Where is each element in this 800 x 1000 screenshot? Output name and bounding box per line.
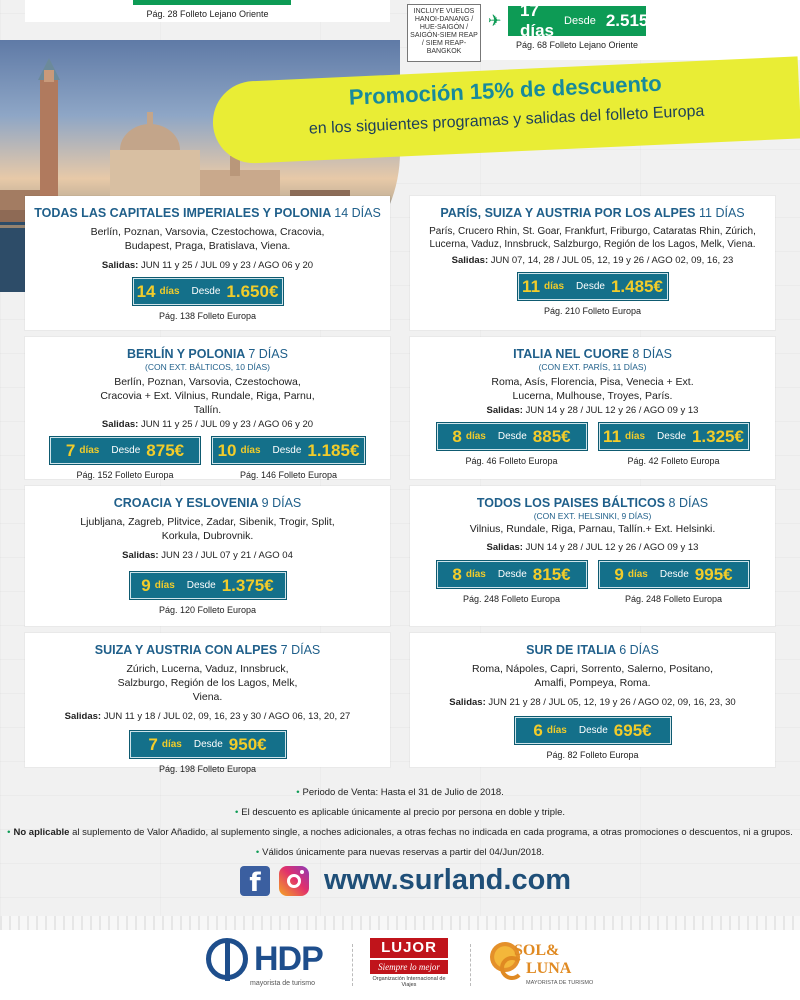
program-title: PARÍS, SUIZA Y AUSTRIA POR LOS ALPES 11 DÍAS bbox=[440, 206, 745, 220]
top-right-price-badge bbox=[508, 1, 658, 40]
price-button[interactable]: 8 días Desde 885€ bbox=[436, 422, 588, 451]
condition-item: • Periodo de Venta: Hasta el 31 de Julio de 2018. bbox=[296, 787, 504, 798]
program-cities: Vilnius, Rundale, Riga, Parnau, Tallín.+ Ext. Helsinki. bbox=[469, 523, 716, 535]
program-salidas: Salidas: JUN 21 y 28 / JUL 05, 12, 19 y 26 / AGO 02, 09, 16, 23, 30 bbox=[449, 697, 736, 708]
program-card bbox=[410, 337, 775, 479]
program-title: SUR DE ITALIA 6 DÍAS bbox=[526, 643, 659, 657]
condition-item: • No aplicable al suplemento de Valor Añadido, al suplemento single, a noches adicionales, a otras fechas no indicada en cada programa, a otras promociones o descuentos, ni a grupos. bbox=[7, 827, 793, 838]
price-button[interactable]: 14 días Desde 1.650€ bbox=[132, 277, 284, 306]
page-reference: Pág. 82 Folleto Europa bbox=[546, 750, 639, 760]
page-reference: Pág. 248 Folleto Europa bbox=[462, 594, 561, 604]
price-button[interactable]: 7 días Desde 950€ bbox=[129, 730, 287, 759]
page-reference: Pág. 248 Folleto Europa bbox=[624, 594, 723, 604]
instagram-icon[interactable] bbox=[279, 866, 309, 896]
program-salidas: Salidas: JUN 11 y 25 / JUL 09 y 23 / AGO 06 y 20 bbox=[101, 419, 314, 430]
page-reference: Pág. 120 Folleto Europa bbox=[158, 605, 257, 615]
program-title: TODAS LAS CAPITALES IMPERIALES Y POLONIA 14 DÍAS bbox=[34, 206, 381, 220]
page-reference: Pág. 210 Folleto Europa bbox=[543, 306, 642, 316]
price-button[interactable]: 6 días Desde 695€ bbox=[514, 716, 672, 745]
program-cities: Zúrich, Lucerna, Vaduz, Innsbruck, Salzburgo, Región de los Lagos, Melk, Viena. bbox=[117, 663, 298, 703]
footer-separator bbox=[352, 944, 353, 986]
top-right-price: 2.515$ bbox=[605, 11, 658, 30]
program-extension: (CON EXT. PARÍS, 11 DÍAS) bbox=[538, 362, 647, 372]
program-title: BERLÍN Y POLONIA 7 DÍAS bbox=[127, 347, 288, 361]
promo-subtitle: en los siguientes programas y salidas del folleto Europa bbox=[308, 102, 705, 138]
price-button[interactable]: 9 días Desde 995€ bbox=[598, 560, 750, 589]
program-salidas: Salidas: JUN 23 / JUL 07 y 21 / AGO 04 bbox=[122, 550, 293, 561]
price-button[interactable]: 8 días Desde 815€ bbox=[436, 560, 588, 589]
program-title: SUIZA Y AUSTRIA CON ALPES 7 DÍAS bbox=[94, 643, 321, 657]
lujor-logo: LUJOR Siempre lo mejor Organización Internacional de Viajes bbox=[370, 938, 448, 988]
program-extension: (CON EXT. BÁLTICOS, 10 DÍAS) bbox=[144, 362, 270, 372]
program-title: ITALIA NEL CUORE 8 DÍAS bbox=[513, 347, 672, 361]
top-right-desde: Desde bbox=[564, 15, 596, 27]
program-cities: Berlín, Poznan, Varsovia, Czestochowa, Cracovia, Budapest, Praga, Bratislava, Viena. bbox=[90, 226, 325, 252]
flights-included-note: INCLUYE VUELOS HANOI-DANANG / HUE-SAIGÓN / SAIGÓN-SIEM REAP / SIEM REAP-BANGKOK bbox=[407, 4, 481, 62]
footer-divider bbox=[0, 916, 800, 930]
hdp-mark-icon bbox=[206, 938, 248, 980]
program-title: CROACIA Y ESLOVENIA 9 DÍAS bbox=[113, 496, 302, 510]
program-card bbox=[410, 633, 775, 767]
program-extension: (CON EXT. HELSINKI, 9 DÍAS) bbox=[533, 511, 652, 521]
footer: HDP mayorista de turismo LUJOR Siempre lo mejor Organización Internacional de Viajes SOL& LUNA MAYORISTA DE TURISMO bbox=[0, 916, 800, 1000]
program-card bbox=[410, 486, 775, 626]
program-card bbox=[25, 486, 390, 626]
program-cities: Roma, Asís, Florencia, Pisa, Venecia + Ext. Lucerna, Mulhouse, Troyes, París. bbox=[491, 376, 694, 402]
program-card bbox=[410, 196, 775, 330]
hdp-logo: HDP bbox=[206, 938, 323, 980]
page-reference: Pág. 42 Folleto Europa bbox=[627, 456, 720, 466]
program-salidas: Salidas: JUN 07, 14, 28 / JUL 05, 12, 19 y 26 / AGO 02, 09, 16, 23 bbox=[451, 255, 734, 266]
top-left-badge bbox=[133, 0, 291, 5]
program-cities: Berlín, Poznan, Varsovia, Czestochowa, Cracovia + Ext. Vilnius, Rundale, Riga, Parnu, Tallín. bbox=[100, 376, 315, 416]
condition-item: • El descuento es aplicable únicamente al precio por persona en doble y triple. bbox=[234, 807, 566, 818]
page-reference: Pág. 138 Folleto Europa bbox=[158, 311, 257, 321]
top-right-page-note: Pág. 68 Folleto Lejano Oriente bbox=[515, 40, 639, 50]
price-button[interactable]: 11 días Desde 1.325€ bbox=[598, 422, 750, 451]
footer-separator bbox=[470, 944, 471, 986]
program-cities: París, Crucero Rhin, St. Goar, Frankfurt, Friburgo, Cataratas Rhin, Zúrich, Lucerna, Vaduz, Innsbruck, Salzburgo, Región de los Lagos, Melk, Viena. bbox=[429, 226, 756, 250]
page-reference: Pág. 146 Folleto Europa bbox=[239, 470, 338, 480]
program-salidas: Salidas: JUN 11 y 25 / JUL 09 y 23 / AGO 06 y 20 bbox=[101, 260, 314, 271]
price-button[interactable]: 9 días Desde 1.375€ bbox=[129, 571, 287, 600]
program-card bbox=[25, 337, 390, 479]
facebook-icon[interactable]: f bbox=[240, 866, 270, 896]
top-left-card bbox=[25, 0, 390, 22]
page-reference: Pág. 198 Folleto Europa bbox=[158, 764, 257, 774]
program-card bbox=[25, 633, 390, 774]
program-salidas: Salidas: JUN 11 y 18 / JUL 02, 09, 16, 23 y 30 / AGO 06, 13, 20, 27 bbox=[64, 711, 351, 722]
page-reference: Pág. 46 Folleto Europa bbox=[465, 456, 558, 466]
price-button[interactable]: 7 días Desde 875€ bbox=[49, 436, 201, 465]
website-link[interactable]: www.surland.com bbox=[324, 864, 572, 896]
program-salidas: Salidas: JUN 14 y 28 / JUL 12 y 26 / AGO 09 y 13 bbox=[486, 405, 699, 416]
conditions-list bbox=[0, 783, 800, 863]
top-left-page-note: Pág. 28 Folleto Lejano Oriente bbox=[146, 9, 269, 19]
hdp-subtitle: mayorista de turismo bbox=[250, 980, 315, 987]
program-cities: Roma, Nápoles, Capri, Sorrento, Salerno, Positano, Amalfi, Pompeya, Roma. bbox=[471, 663, 714, 689]
promo-title: Promoción 15% de descuento bbox=[348, 70, 663, 110]
program-salidas: Salidas: JUN 14 y 28 / JUL 12 y 26 / AGO 09 y 13 bbox=[486, 542, 699, 553]
program-title: TODOS LOS PAISES BÁLTICOS 8 DÍAS bbox=[476, 496, 709, 510]
price-button[interactable]: 11 días Desde 1.485€ bbox=[517, 272, 669, 301]
condition-item: • Válidos únicamente para nuevas reservas a partir del 04/Jun/2018. bbox=[255, 847, 545, 858]
program-card bbox=[25, 196, 390, 330]
page-reference: Pág. 152 Folleto Europa bbox=[76, 470, 174, 480]
program-cities: Ljubljana, Zagreb, Plitvice, Zadar, Sibenik, Trogir, Split, Korkula, Dubrovnik. bbox=[80, 516, 335, 542]
plane-icon: ✈ bbox=[488, 13, 502, 30]
price-button[interactable]: 10 días Desde 1.185€ bbox=[211, 436, 366, 465]
top-right-days: 17 días bbox=[520, 1, 555, 40]
